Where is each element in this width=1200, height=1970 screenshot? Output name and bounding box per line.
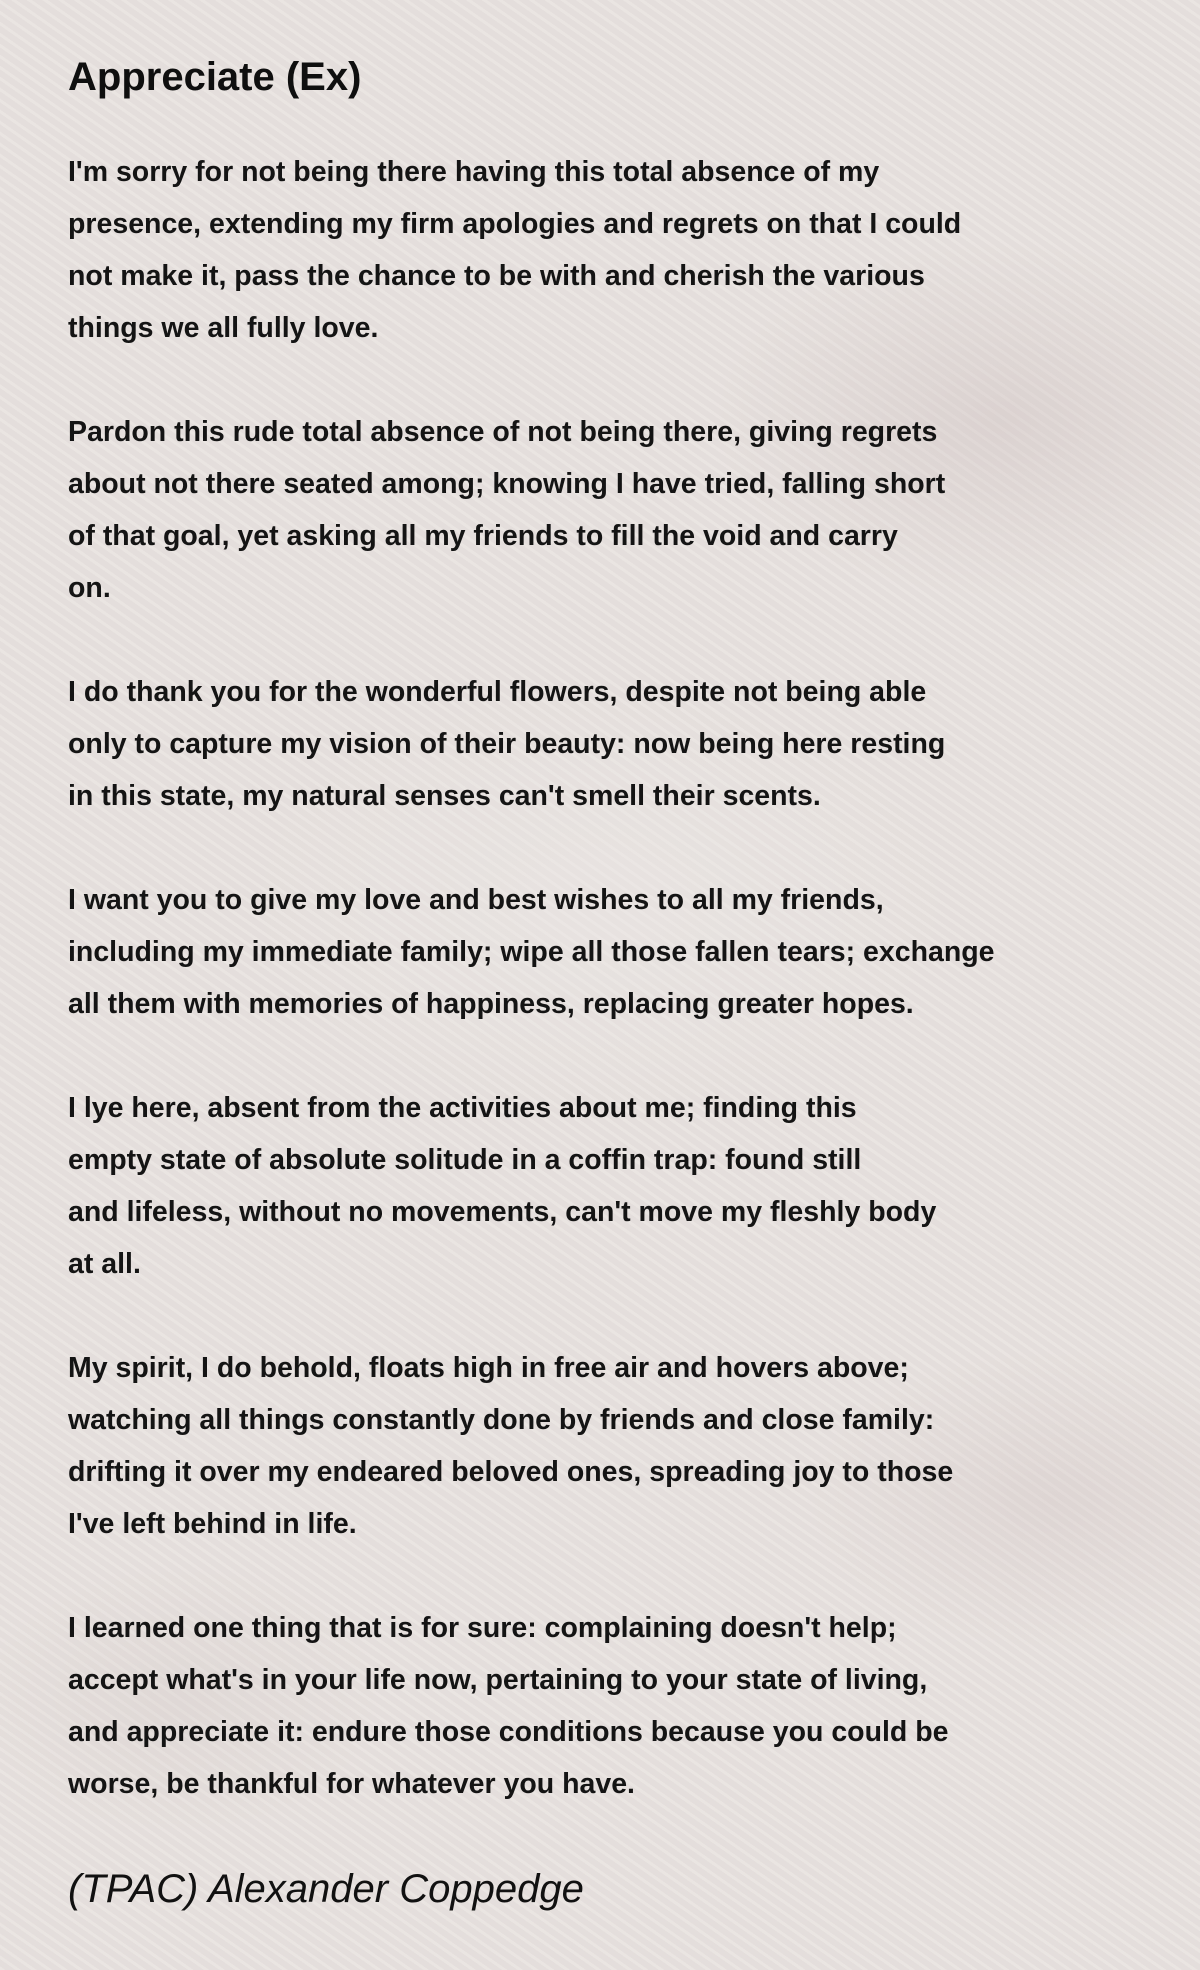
poem-line: empty state of absolute solitude in a coffin trap: found still <box>68 1144 862 1176</box>
poem-author: (TPAC) Alexander Coppedge <box>68 1867 584 1911</box>
poem-line: drifting it over my endeared beloved ones, spreading joy to those <box>68 1456 954 1488</box>
poem-line: and lifeless, without no movements, can't move my fleshly body <box>68 1196 937 1228</box>
poem-line: I learned one thing that is for sure: complaining doesn't help; <box>68 1612 897 1644</box>
stanza <box>68 1082 1148 1290</box>
poem-line: on. <box>68 572 111 604</box>
poem-line: accept what's in your life now, pertaining to your state of living, <box>68 1664 928 1696</box>
poem-line: in this state, my natural senses can't smell their scents. <box>68 780 821 812</box>
poem-line: all them with memories of happiness, replacing greater hopes. <box>68 988 914 1020</box>
poem-line: watching all things constantly done by friends and close family: <box>68 1404 935 1436</box>
poem-container <box>68 50 1148 1862</box>
poem-line: My spirit, I do behold, floats high in free air and hovers above; <box>68 1352 909 1384</box>
poem-line: only to capture my vision of their beauty: now being here resting <box>68 728 946 760</box>
poem-line: Pardon this rude total absence of not being there, giving regrets <box>68 416 938 448</box>
poem-line: I've left behind in life. <box>68 1508 357 1540</box>
stanza <box>68 1602 1148 1810</box>
stanza <box>68 406 1148 614</box>
poem-title: Appreciate (Ex) <box>68 55 362 99</box>
poem-line: worse, be thankful for whatever you have. <box>68 1768 635 1800</box>
poem-line: of that goal, yet asking all my friends to fill the void and carry <box>68 520 898 552</box>
poem-line: things we all fully love. <box>68 312 379 344</box>
stanza <box>68 1342 1148 1550</box>
stanza <box>68 874 1148 1030</box>
poem-body <box>68 146 1148 1810</box>
stanza <box>68 146 1148 354</box>
poem-line: I lye here, absent from the activities about me; finding this <box>68 1092 857 1124</box>
poem-line: including my immediate family; wipe all those fallen tears; exchange <box>68 936 995 968</box>
poem-line: about not there seated among; knowing I have tried, falling short <box>68 468 946 500</box>
poem-line: I want you to give my love and best wishes to all my friends, <box>68 884 884 916</box>
poem-line: at all. <box>68 1248 141 1280</box>
poem-line: I do thank you for the wonderful flowers, despite not being able <box>68 676 927 708</box>
poem-line: I'm sorry for not being there having this total absence of my <box>68 156 880 188</box>
stanza <box>68 666 1148 822</box>
poem-line: and appreciate it: endure those conditions because you could be <box>68 1716 949 1748</box>
poem-line: not make it, pass the chance to be with and cherish the various <box>68 260 925 292</box>
poem-line: presence, extending my firm apologies and regrets on that I could <box>68 208 962 240</box>
